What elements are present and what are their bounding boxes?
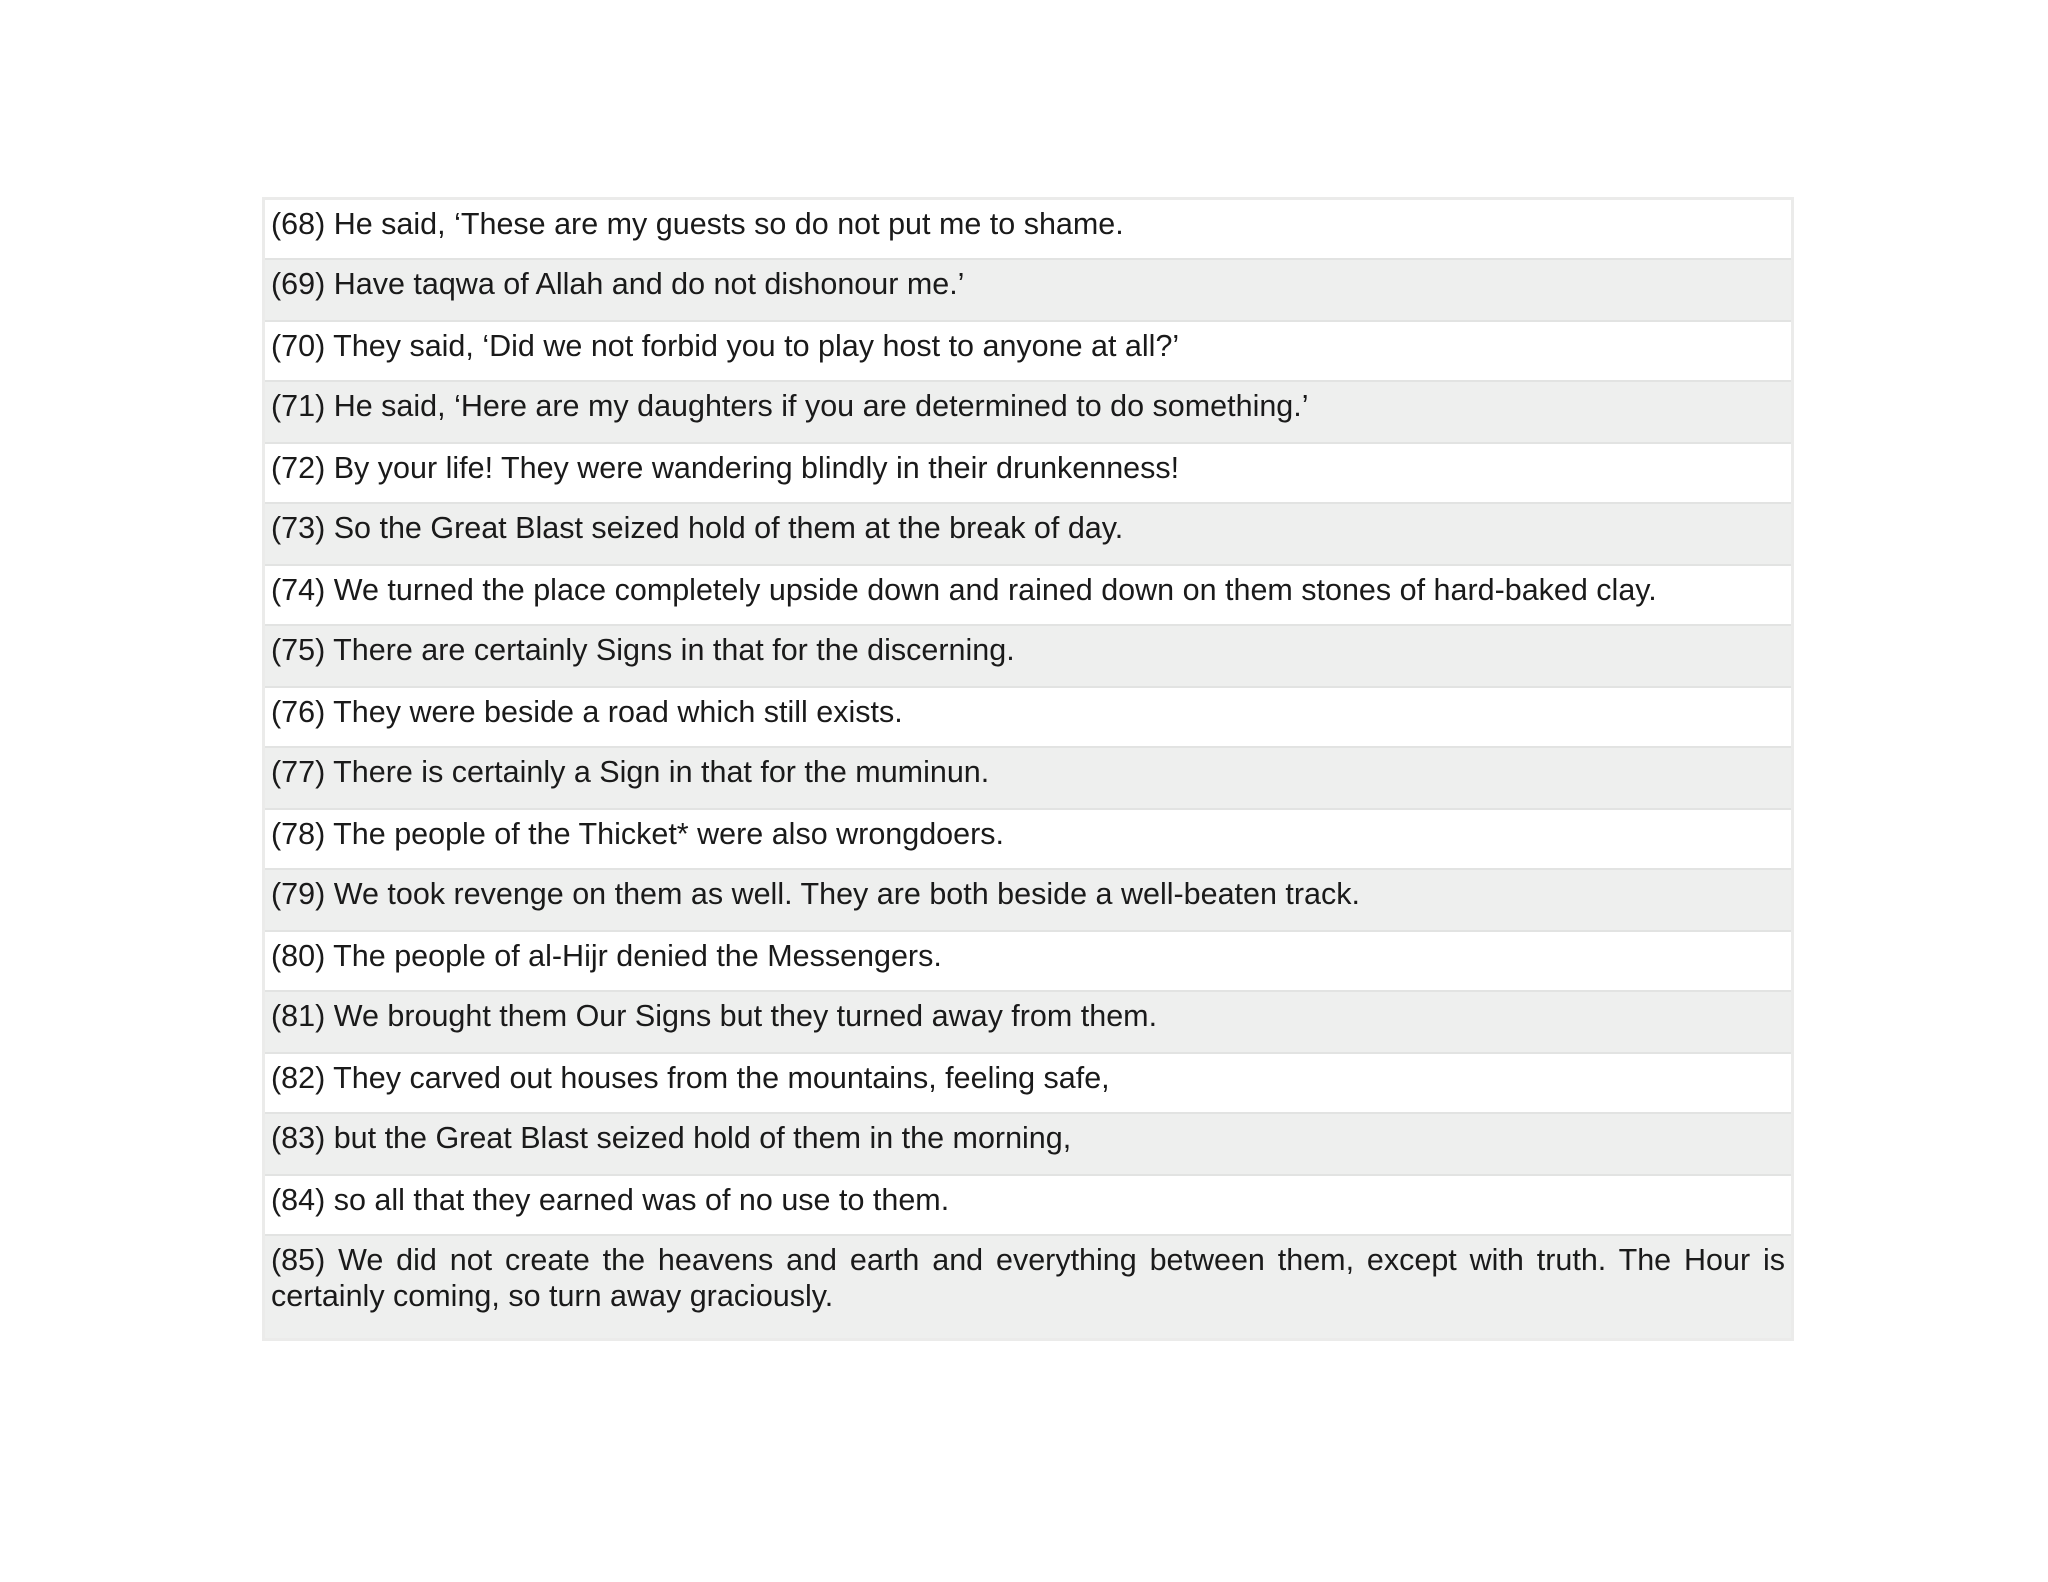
verse-row-85: (85) We did not create the heavens and earth and everything between them, except with truth. The Hour is certainly coming, so turn away graciously. [265,1236,1791,1338]
verse-row-73: (73) So the Great Blast seized hold of them at the break of day. [265,504,1791,566]
verse-row-82: (82) They carved out houses from the mountains, feeling safe, [265,1054,1791,1114]
verse-row-83: (83) but the Great Blast seized hold of them in the morning, [265,1114,1791,1176]
verse-row-72: (72) By your life! They were wandering blindly in their drunkenness! [265,444,1791,504]
verse-row-76: (76) They were beside a road which still exists. [265,688,1791,748]
verse-row-71: (71) He said, ‘Here are my daughters if you are determined to do something.’ [265,382,1791,444]
verse-row-84: (84) so all that they earned was of no use to them. [265,1176,1791,1236]
verse-row-74: (74) We turned the place completely upside down and rained down on them stones of hard-baked clay. [265,566,1791,626]
verse-row-79: (79) We took revenge on them as well. They are both beside a well-beaten track. [265,870,1791,932]
verse-table [262,197,1794,1341]
verse-row-80: (80) The people of al-Hijr denied the Messengers. [265,932,1791,992]
verse-row-81: (81) We brought them Our Signs but they turned away from them. [265,992,1791,1054]
verse-row-78: (78) The people of the Thicket* were also wrongdoers. [265,810,1791,870]
verse-row-75: (75) There are certainly Signs in that for the discerning. [265,626,1791,688]
verse-row-68: (68) He said, ‘These are my guests so do not put me to shame. [265,200,1791,260]
verse-row-77: (77) There is certainly a Sign in that for the muminun. [265,748,1791,810]
verse-row-69: (69) Have taqwa of Allah and do not dishonour me.’ [265,260,1791,322]
verse-row-70: (70) They said, ‘Did we not forbid you to play host to anyone at all?’ [265,322,1791,382]
